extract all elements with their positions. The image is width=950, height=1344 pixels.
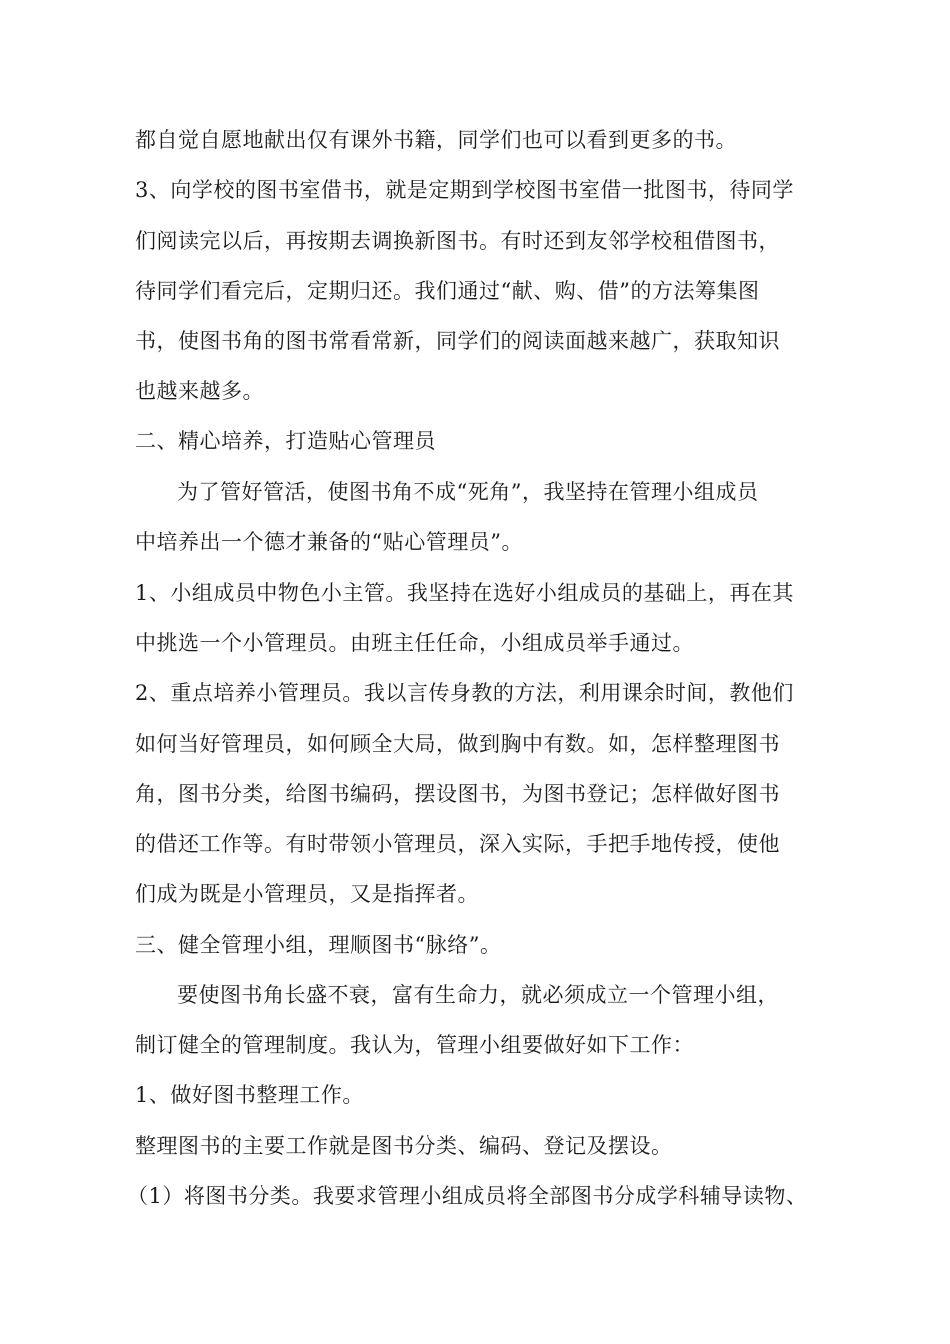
text-line: 整理图书的主要工作就是图书分类、编码、登记及摆设。 [135,1134,673,1158]
text-line: 们成为既是小管理员，又是指挥者。 [135,882,479,906]
text-line: 书，使图书角的图书常看常新，同学们的阅读面越来越广，获取知识 [135,329,780,353]
text-line: （1）将图书分类。我要求管理小组成员将全部图书分成学科辅导读物、 [127,1184,808,1208]
text-line: 都自觉自愿地献出仅有课外书籍，同学们也可以看到更多的书。 [135,128,737,152]
text-line: 们阅读完以后，再按期去调换新图书。有时还到友邻学校租借图书， [135,229,780,253]
text-line: 要使图书角长盛不衰，富有生命力，就必须成立一个管理小组， [177,983,779,1007]
text-line: 1、做好图书整理工作。 [135,1083,364,1107]
text-line: 待同学们看完后，定期归还。我们通过“献、购、借”的方法筹集图 [135,279,760,303]
text-line: 中挑选一个小管理员。由班主任任命，小组成员举手通过。 [135,631,694,655]
section-heading: 二、精心培养，打造贴心管理员 [135,429,436,453]
text-line: 2、重点培养小管理员。我以言传身教的方法，利用课余时间，教他们 [135,681,794,705]
text-line: 制订健全的管理制度。我认为，管理小组要做好如下工作： [135,1033,694,1057]
text-line: 如何当好管理员，如何顾全大局，做到胸中有数。如，怎样整理图书 [135,732,780,756]
text-line: 也越来越多。 [135,379,264,403]
text-line: 1、小组成员中物色小主管。我坚持在选好小组成员的基础上，再在其 [135,581,794,605]
text-line: 为了管好管活，使图书角不成“死角”，我坚持在管理小组成员 [177,480,759,504]
text-line: 中培养出一个德才兼备的“贴心管理员”。 [135,530,523,554]
text-line: 的借还工作等。有时带领小管理员，深入实际，手把手地传授，使他 [135,832,780,856]
text-line: 角，图书分类，给图书编码，摆设图书，为图书登记；怎样做好图书 [135,782,780,806]
text-line: 3、向学校的图书室借书，就是定期到学校图书室借一批图书，待同学 [135,178,794,202]
section-heading: 三、健全管理小组，理顺图书“脉络”。 [135,933,502,957]
